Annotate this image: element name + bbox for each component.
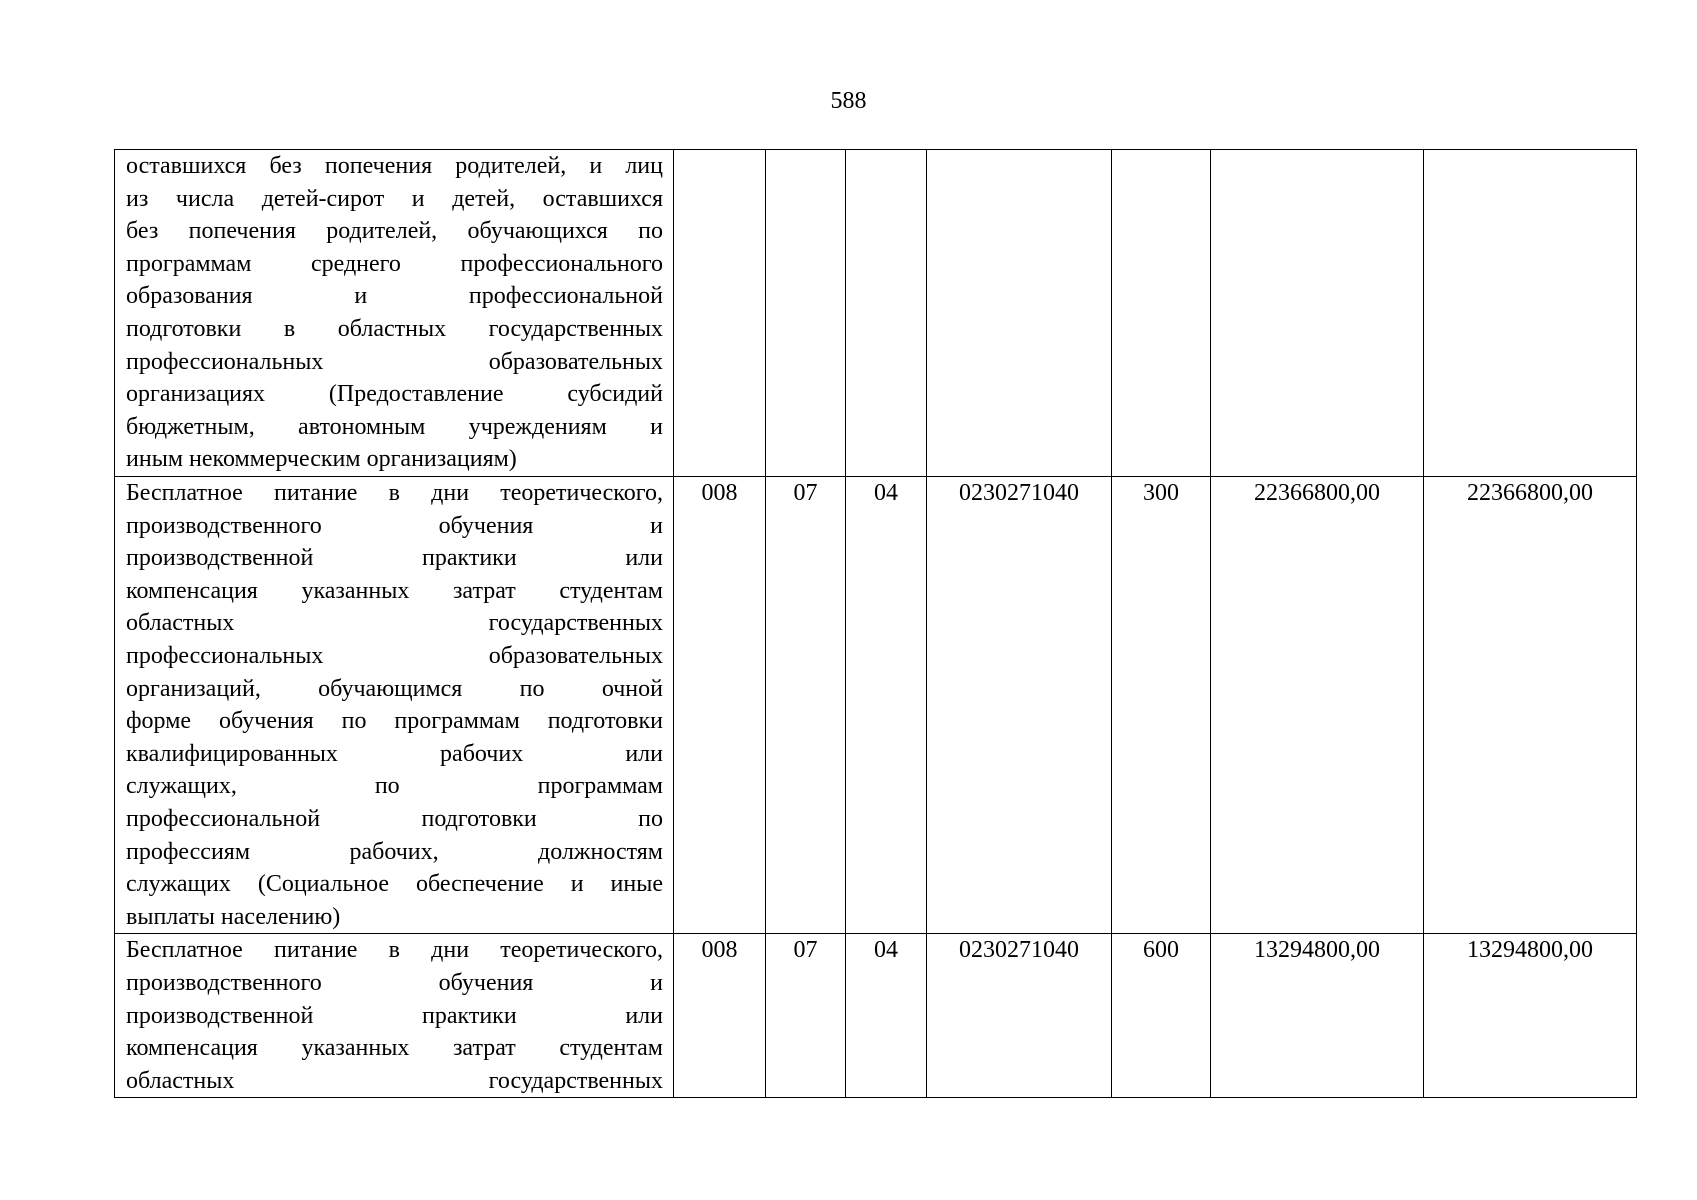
description-line: компенсация указанных затрат студентам — [126, 1035, 663, 1062]
target-article-cell — [927, 150, 1112, 477]
subsection-code-cell: 04 — [846, 934, 927, 1098]
ministry-code-cell: 008 — [674, 477, 766, 934]
amount-1-cell — [1211, 150, 1424, 477]
amount-2-cell: 13294800,00 — [1424, 934, 1637, 1098]
description-line: Бесплатное питание в дни теоретического, — [126, 937, 663, 964]
subsection-code-cell — [846, 150, 927, 477]
table-row — [115, 934, 1637, 1098]
description-line: служащих, по программам — [126, 773, 663, 800]
description-line: производственного обучения и — [126, 512, 663, 539]
amount-1-cell: 22366800,00 — [1211, 477, 1424, 934]
table-row — [115, 477, 1637, 934]
page-number: 588 — [830, 88, 867, 114]
description-line: из числа детей-сирот и детей, оставшихся — [126, 185, 663, 212]
row-description — [115, 477, 674, 934]
description-line: организаций, обучающимся по очной — [126, 675, 663, 702]
target-article-cell: 0230271040 — [927, 934, 1112, 1098]
table-body — [115, 150, 1637, 1098]
description-line: производственной практики или — [126, 545, 663, 572]
amount-2-cell — [1424, 150, 1637, 477]
description-line: областных государственных — [126, 610, 663, 637]
expense-type-cell: 300 — [1112, 477, 1211, 934]
description-line: без попечения родителей, обучающихся по — [126, 218, 663, 245]
description-line: форме обучения по программам подготовки — [126, 708, 663, 735]
description-line: компенсация указанных затрат студентам — [126, 577, 663, 604]
ministry-code-cell — [674, 150, 766, 477]
amount-2-cell: 22366800,00 — [1424, 477, 1637, 934]
description-line: квалифицированных рабочих или — [126, 740, 663, 767]
description-line: образования и профессиональной — [126, 283, 663, 310]
row-description — [115, 934, 674, 1098]
budget-table — [114, 149, 1637, 1098]
description-line: иным некоммерческим организациям) — [126, 446, 517, 473]
description-line: производственного обучения и — [126, 969, 663, 996]
description-line: бюджетным, автономным учреждениям и — [126, 413, 663, 440]
section-code-cell: 07 — [766, 934, 846, 1098]
target-article-cell: 0230271040 — [927, 477, 1112, 934]
description-line: подготовки в областных государственных — [126, 315, 663, 342]
description-line: областных государственных — [126, 1067, 663, 1094]
amount-1-cell: 13294800,00 — [1211, 934, 1424, 1098]
description-line: профессиональных образовательных — [126, 642, 663, 669]
expense-type-cell: 600 — [1112, 934, 1211, 1098]
section-code-cell: 07 — [766, 477, 846, 934]
description-line: Бесплатное питание в дни теоретического, — [126, 480, 663, 506]
description-line: организациях (Предоставление субсидий — [126, 381, 663, 408]
subsection-code-cell: 04 — [846, 477, 927, 934]
description-line: производственной практики или — [126, 1002, 663, 1029]
description-line: профессиям рабочих, должностям — [126, 838, 663, 865]
row-description — [115, 150, 674, 477]
section-code-cell — [766, 150, 846, 477]
table-row — [115, 150, 1637, 477]
description-line: профессиональных образовательных — [126, 348, 663, 375]
description-line: выплаты населению) — [126, 903, 341, 930]
description-line: служащих (Социальное обеспечение и иные — [126, 871, 663, 898]
ministry-code-cell: 008 — [674, 934, 766, 1098]
description-line: профессиональной подготовки по — [126, 805, 663, 832]
description-line: оставшихся без попечения родителей, и лиц — [126, 153, 663, 179]
description-line: программам среднего профессионального — [126, 250, 663, 277]
expense-type-cell — [1112, 150, 1211, 477]
